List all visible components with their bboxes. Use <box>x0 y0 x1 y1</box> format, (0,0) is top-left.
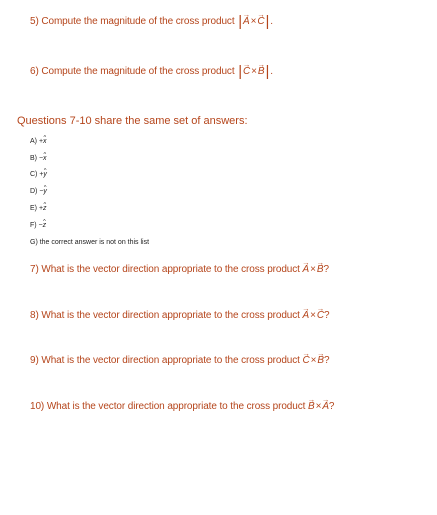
question-5-text: 5) Compute the magnitude of the cross product <box>30 16 235 27</box>
unit-vector: ^ y <box>43 171 47 178</box>
question-5-end: . <box>270 16 273 27</box>
unit-vector: ^ x <box>43 138 47 145</box>
unit-vector: ^ x <box>43 155 47 162</box>
magnitude-bar-left: | <box>238 13 242 31</box>
question-9-text: 9) What is the vector direction appropriate to the cross product <box>30 355 300 366</box>
question-8 <box>30 310 329 321</box>
question-7-end: ? <box>323 264 329 275</box>
unit-vector: ^ z <box>43 222 47 229</box>
question-6-text: 6) Compute the magnitude of the cross product <box>30 66 235 77</box>
option-c <box>30 171 47 178</box>
option-a <box>30 138 47 145</box>
cross-operator: × <box>250 16 257 27</box>
question-6-end: . <box>270 66 273 77</box>
question-6 <box>30 63 273 81</box>
cross-operator: × <box>310 310 316 321</box>
cross-operator: × <box>251 66 257 77</box>
question-7 <box>30 264 329 275</box>
question-8-text: 8) What is the vector direction appropriate to the cross product <box>30 310 300 321</box>
option-e <box>30 205 47 212</box>
question-9-end: ? <box>324 355 330 366</box>
unit-vector: ^ z <box>43 205 47 212</box>
question-5 <box>30 13 273 31</box>
question-10-end: ? <box>328 401 335 412</box>
shared-answers-heading: Questions 7-10 share the same set of answers: <box>17 115 248 127</box>
vector-symbol: → C <box>303 355 310 366</box>
option-prefix: D) − <box>30 188 44 195</box>
vector-symbol: → A <box>322 401 329 412</box>
question-8-end: ? <box>324 310 330 321</box>
option-prefix: A) + <box>30 138 44 145</box>
cross-operator: × <box>310 264 316 275</box>
vector-symbol: → C <box>257 16 264 27</box>
vector-symbol: → B <box>308 401 315 412</box>
magnitude-bar-left: | <box>238 63 242 81</box>
vector-symbol: → B <box>258 66 265 77</box>
question-10 <box>30 401 334 412</box>
cross-operator: × <box>315 401 322 412</box>
unit-vector: ^ y <box>43 188 47 195</box>
vector-symbol: → A <box>303 264 310 275</box>
vector-symbol: → C <box>317 310 324 321</box>
cross-operator: × <box>310 355 317 366</box>
option-g: G) the correct answer is not on this list <box>30 239 150 246</box>
question-9 <box>30 355 329 366</box>
question-10-text: 10) What is the vector direction appropriate to the cross product <box>30 401 306 412</box>
vector-symbol: → C <box>243 66 250 77</box>
option-prefix: C) + <box>30 171 44 178</box>
question-7-text: 7) What is the vector direction appropriate to the cross product <box>30 264 300 275</box>
magnitude-bar-right: | <box>265 13 270 31</box>
option-prefix: B) − <box>30 155 44 162</box>
option-b <box>30 155 47 162</box>
vector-symbol: → A <box>303 310 310 321</box>
vector-symbol: → B <box>317 264 324 275</box>
option-f <box>30 222 46 229</box>
option-prefix: F) − <box>30 222 43 229</box>
magnitude-bar-right: | <box>265 63 270 81</box>
vector-symbol: → B <box>317 355 324 366</box>
option-prefix: E) + <box>30 205 44 212</box>
vector-symbol: → A <box>243 16 250 27</box>
option-d <box>30 188 47 195</box>
